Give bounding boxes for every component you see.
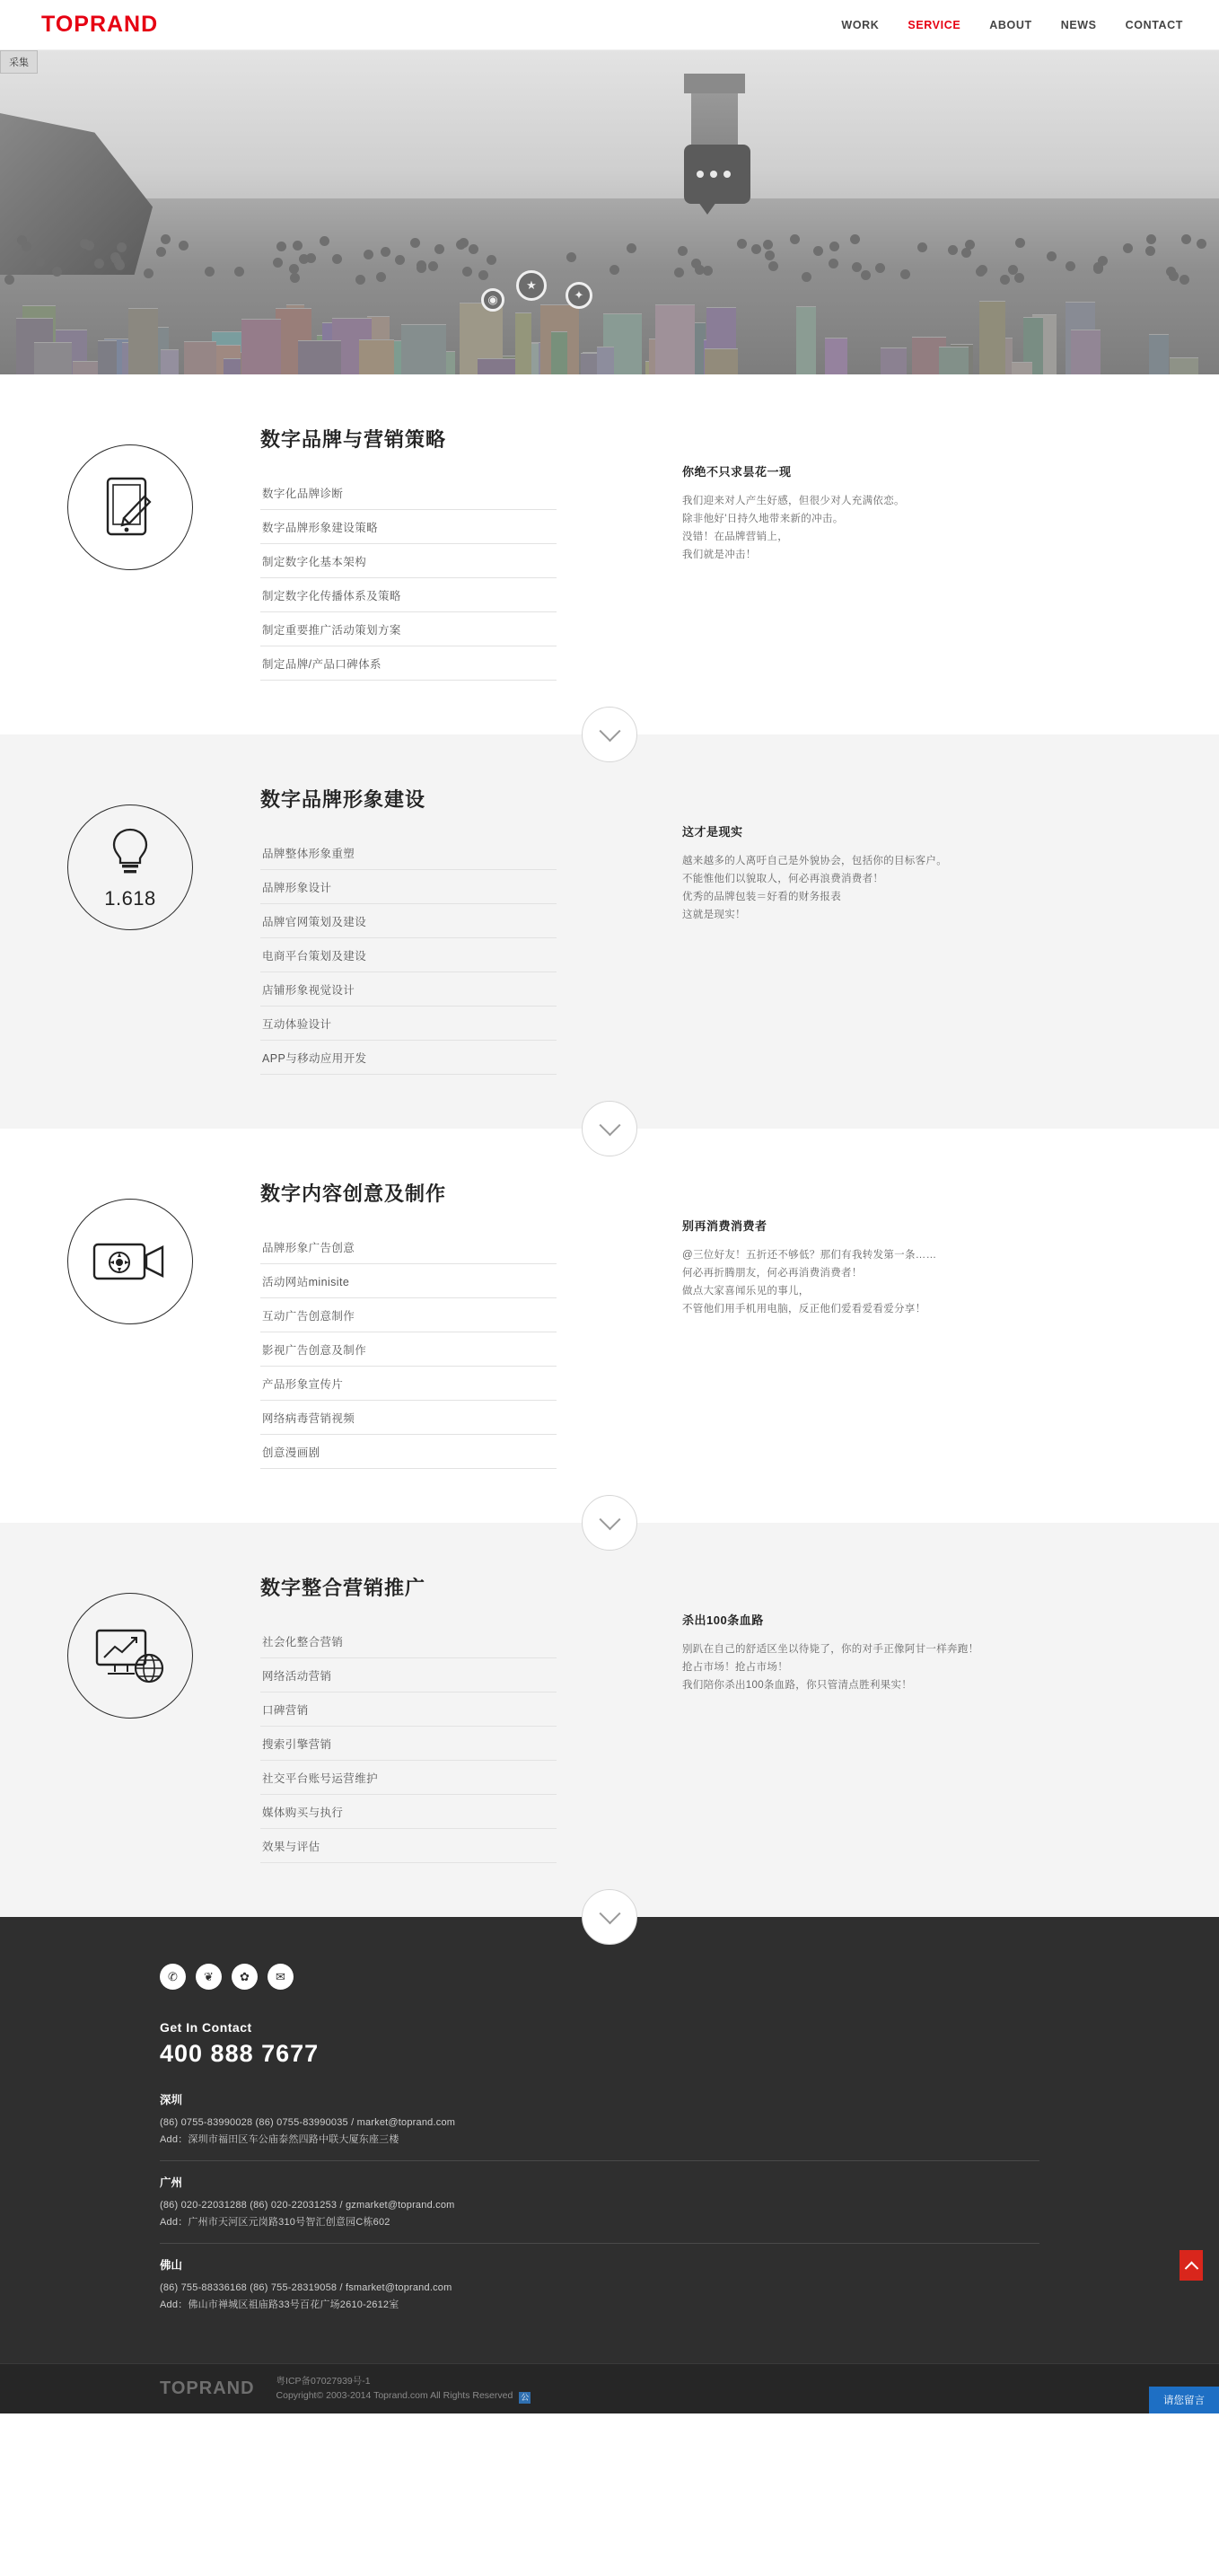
blurb-line: 不管他们用手机用电脑，反正他们爱看爱看爱分享！ [682, 1304, 926, 1314]
section-title: 数字品牌与营销策略 [260, 428, 447, 451]
list-item[interactable]: 品牌整体形象重塑 [260, 836, 557, 870]
section-blurb [682, 425, 1068, 564]
list-item[interactable]: APP与移动应用开发 [260, 1041, 557, 1075]
section-brand-image [0, 734, 1219, 1129]
section-icon-column [0, 1573, 260, 1719]
section-strategy [0, 374, 1219, 734]
list-item[interactable]: 创意漫画剧 [260, 1435, 557, 1469]
bell-icon[interactable]: ✿ [232, 1964, 258, 1990]
chevron-down-icon[interactable] [582, 1495, 637, 1551]
blurb-line: 优秀的品牌包装＝好看的财务报表 [682, 892, 841, 902]
leave-message-tab[interactable]: 请您留言 [1149, 2387, 1219, 2413]
list-item[interactable]: 数字化品牌诊断 [260, 476, 557, 510]
hero-badge-icon-2: ✦ [566, 282, 592, 309]
list-item[interactable]: 互动广告创意制作 [260, 1298, 557, 1332]
section-content [260, 785, 682, 1075]
city-name: 深圳 [160, 2094, 183, 2106]
nav-item-about[interactable]: ABOUT [989, 18, 1032, 31]
mail-icon[interactable]: ✉ [267, 1964, 294, 1990]
list-item[interactable]: 产品形象宣传片 [260, 1367, 557, 1401]
capture-tag[interactable]: 采集 [0, 50, 38, 74]
list-item[interactable]: 网络病毒营销视频 [260, 1401, 557, 1435]
city-contact-line: (86) 020-22031288 (86) 020-22031253 / gzmarket@toprand.com [160, 2200, 455, 2211]
office-block-shenzhen [160, 2091, 1039, 2161]
section-content-creation [0, 1129, 1219, 1523]
city-name: 广州 [160, 2176, 183, 2189]
hotline-number: 400 888 7677 [160, 2040, 320, 2067]
bubble-dots [697, 171, 731, 178]
blurb-line: 没错！在品牌营销上， [682, 532, 788, 542]
list-item[interactable]: 效果与评估 [260, 1829, 557, 1863]
icp-line: 粤ICP备07027939号-1 [276, 2376, 371, 2387]
nav-item-contact[interactable]: CONTACT [1125, 18, 1183, 31]
list-item[interactable]: 制定数字化传播体系及策略 [260, 578, 557, 612]
section-blurb [682, 1179, 1068, 1318]
main-nav [841, 19, 1183, 31]
section-icon-column [0, 1179, 260, 1324]
weibo-icon[interactable]: ❦ [196, 1964, 222, 1990]
section-icon-column [0, 425, 260, 570]
blurb-title: 你绝不只求昙花一现 [682, 465, 792, 479]
section-title: 数字整合营销推广 [260, 1577, 426, 1599]
scroll-down-arrow-2[interactable] [582, 1101, 637, 1156]
section-blurb [682, 1573, 1068, 1694]
city-contact-line: (86) 0755-83990028 (86) 0755-83990035 / market@toprand.com [160, 2117, 456, 2128]
list-item[interactable]: 店铺形象视觉设计 [260, 972, 557, 1007]
list-item[interactable]: 搜索引擎营销 [260, 1727, 557, 1761]
list-item[interactable]: 品牌官网策划及建设 [260, 904, 557, 938]
blurb-title: 这才是现实 [682, 825, 743, 839]
section-content [260, 1573, 682, 1863]
list-item[interactable]: 口碑营销 [260, 1692, 557, 1727]
hero-sky [0, 50, 1219, 221]
section-integrated-marketing [0, 1523, 1219, 1917]
golden-ratio-label: 1.618 [104, 887, 156, 910]
section-title: 数字内容创意及制作 [260, 1182, 447, 1205]
list-item[interactable]: 网络活动营销 [260, 1658, 557, 1692]
blurb-line: 何必再折腾朋友，何必再消费消费者！ [682, 1268, 863, 1279]
chevron-down-icon[interactable] [582, 707, 637, 762]
city-address-line: Add：佛山市禅城区祖庙路33号百花广场2610-2612室 [160, 2299, 399, 2310]
list-item[interactable]: 媒体购买与执行 [260, 1795, 557, 1829]
blurb-line: 抢占市场！抢占市场！ [682, 1662, 788, 1673]
blurb-line: 这就是现实！ [682, 910, 746, 920]
nav-item-work[interactable]: WORK [841, 18, 880, 31]
footer-logo: TOPRAND [160, 2378, 255, 2398]
city-address-line: Add：深圳市福田区车公庙泰然四路中联大厦东座三楼 [160, 2134, 399, 2145]
list-item[interactable]: 活动网站minisite [260, 1264, 557, 1298]
list-item[interactable]: 品牌形象设计 [260, 870, 557, 904]
section-content [260, 1179, 682, 1469]
scroll-down-arrow-4[interactable] [582, 1889, 637, 1945]
list-item[interactable]: 制定重要推广活动策划方案 [260, 612, 557, 646]
list-item[interactable]: 制定数字化基本架构 [260, 544, 557, 578]
scroll-down-arrow-1[interactable] [582, 707, 637, 762]
lightbulb-icon [67, 804, 193, 930]
police-badge-icon: 公 [521, 2393, 530, 2402]
back-to-top-icon[interactable] [1180, 2250, 1203, 2281]
site-logo[interactable]: TOPRAND [41, 12, 159, 37]
blurb-line: 我们就是冲击！ [682, 549, 757, 560]
list-item[interactable]: 品牌形象广告创意 [260, 1230, 557, 1264]
chevron-down-icon[interactable] [582, 1889, 637, 1945]
site-header [0, 0, 1219, 50]
list-item[interactable]: 数字品牌形象建设策略 [260, 510, 557, 544]
copyright-line: Copyright© 2003-2014 Toprand.com All Rights Reserved [276, 2390, 513, 2401]
list-item[interactable]: 社会化整合营销 [260, 1624, 557, 1658]
list-item[interactable]: 社交平台账号运营维护 [260, 1761, 557, 1795]
service-list [260, 836, 557, 1075]
section-content [260, 425, 682, 681]
service-list [260, 1624, 557, 1863]
blurb-title: 别再消费消费者 [682, 1219, 767, 1233]
service-list [260, 476, 557, 681]
blurb-line: 我们陪你杀出100条血路，你只管清点胜利果实！ [682, 1680, 913, 1691]
list-item[interactable]: 影视广告创意及制作 [260, 1332, 557, 1367]
list-item[interactable]: 制定品牌/产品口碑体系 [260, 646, 557, 681]
list-item[interactable]: 电商平台策划及建设 [260, 938, 557, 972]
office-block-guangzhou [160, 2174, 1039, 2244]
hero-tree-row [0, 234, 1219, 288]
blurb-line: 越来越多的人离吁自己是外貌协会，包括你的目标客户。 [682, 856, 947, 866]
city-contact-line: (86) 755-88336168 (86) 755-28319058 / fsmarket@toprand.com [160, 2282, 452, 2293]
blurb-title: 杀出100条血路 [682, 1613, 764, 1627]
service-list [260, 1230, 557, 1469]
office-block-foshan [160, 2256, 1039, 2325]
monitor-chart-globe-icon [67, 1593, 193, 1719]
blurb-line: 别趴在自己的舒适区坐以待毙了，你的对手正像阿甘一样奔跑！ [682, 1644, 979, 1655]
social-links [160, 1964, 1219, 1990]
nav-item-service[interactable]: SERVICE [908, 18, 961, 31]
blurb-line: @三位好友！五折还不够低？那们有我转发第一条…… [682, 1250, 937, 1261]
get-in-contact-label: Get In Contact [160, 2020, 252, 2035]
tablet-pen-icon [67, 444, 193, 570]
blurb-line: 做点大家喜闻乐见的事儿， [682, 1286, 810, 1297]
blurb-line: 不能惟他们以貌取人，何必再浪费消费者！ [682, 874, 884, 884]
hero-badge-icon-3: ◉ [481, 288, 504, 312]
video-camera-icon [67, 1199, 193, 1324]
chat-bubble-icon [684, 145, 750, 204]
list-item[interactable]: 互动体验设计 [260, 1007, 557, 1041]
city-address-line: Add：广州市天河区元岗路310号智汇创意园C栋602 [160, 2217, 390, 2228]
chevron-down-icon[interactable] [582, 1101, 637, 1156]
section-blurb [682, 785, 1068, 924]
site-footer [0, 1917, 1219, 2363]
hero-banner [0, 50, 1219, 374]
nav-item-news[interactable]: NEWS [1060, 18, 1097, 31]
section-icon-column [0, 785, 260, 930]
blurb-line: 除非他好'日持久地带来新的冲击。 [682, 514, 844, 524]
phone-icon[interactable]: ✆ [160, 1964, 186, 1990]
blurb-line: 我们迎来对人产生好感，但很少对人充满依恋。 [682, 496, 905, 506]
copyright-text [276, 2374, 531, 2404]
section-title: 数字品牌形象建设 [260, 788, 426, 811]
hero-badge-icon-1: ★ [516, 270, 547, 301]
scroll-down-arrow-3[interactable] [582, 1495, 637, 1551]
city-name: 佛山 [160, 2259, 183, 2272]
copyright-bar [0, 2363, 1219, 2413]
